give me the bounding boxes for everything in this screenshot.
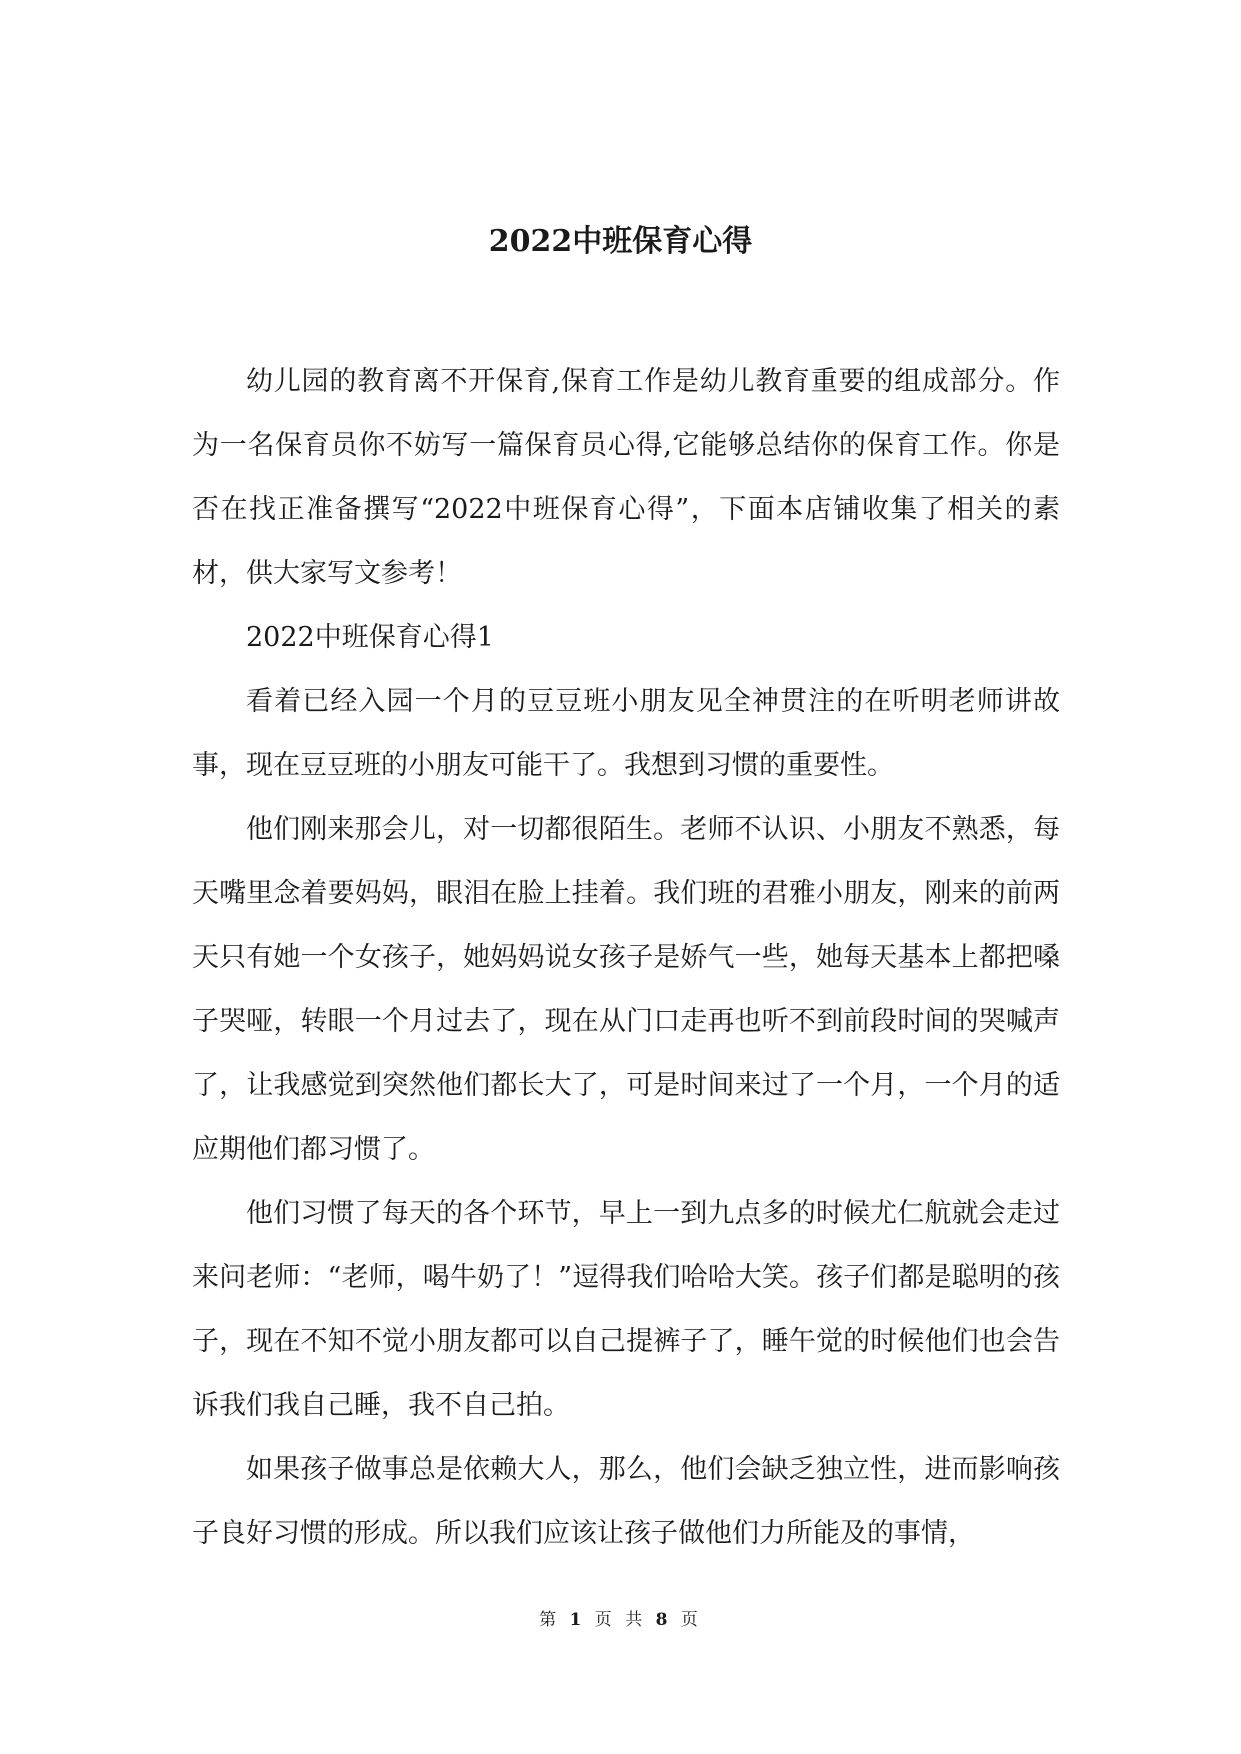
- document-title: 2022中班保育心得: [488, 224, 753, 259]
- footer-prefix: 第: [539, 1610, 561, 1630]
- footer-suffix: 页: [680, 1610, 702, 1630]
- page-footer: [0, 1608, 1241, 1632]
- paragraph-intro: 幼儿园的教育离不开保育,保育工作是幼儿教育重要的组成部分。作为一名保育员你不妨写一篇保育员心得,它能够总结你的保育工作。你是否在找正准备撰写“2022中班保育心得”，下面本店铺收集了相关的素材，供大家写文参考！: [192, 366, 1060, 589]
- paragraph: 如果孩子做事总是依赖大人，那么，他们会缺乏独立性，进而影响孩子良好习惯的形成。所以我们应该让孩子做他们力所能及的事情，: [192, 1454, 1060, 1549]
- paragraph: 他们刚来那会儿，对一切都很陌生。老师不认识、小朋友不熟悉，每天嘴里念着要妈妈，眼泪在脸上挂着。我们班的君雅小朋友，刚来的前两天只有她一个女孩子，她妈妈说女孩子是娇气一些，她每天基本上都把嗓子哭哑，转眼一个月过去了，现在从门口走再也听不到前段时间的哭喊声了，让我感觉到突然他们都长大了，可是时间来过了一个月，一个月的适应期他们都习惯了。: [192, 814, 1060, 1165]
- total-pages: 8: [655, 1610, 672, 1630]
- paragraph: 他们习惯了每天的各个环节，早上一到九点多的时候尤仁航就会走过来问老师：“老师，喝牛奶了！”逗得我们哈哈大笑。孩子们都是聪明的孩子，现在不知不觉小朋友都可以自己提裤子了，睡午觉的时候他们也会告诉我们我自己睡，我不自己拍。: [192, 1198, 1060, 1421]
- section-heading: 2022中班保育心得1: [246, 622, 494, 653]
- paragraph: 看着已经入园一个月的豆豆班小朋友见全神贯注的在听明老师讲故事，现在豆豆班的小朋友可能干了。我想到习惯的重要性。: [192, 686, 1060, 781]
- footer-middle: 页 共: [594, 1610, 647, 1630]
- current-page-number: 1: [569, 1610, 586, 1630]
- document-body: [192, 350, 1060, 1566]
